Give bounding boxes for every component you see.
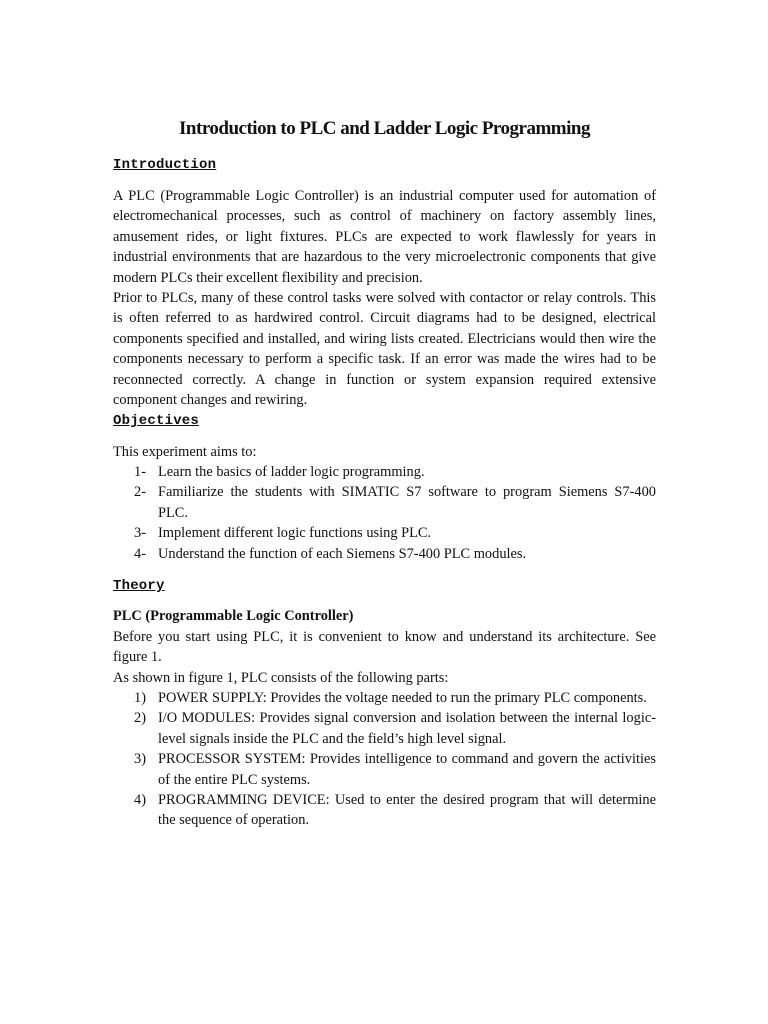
section-heading-theory: Theory <box>113 578 165 594</box>
list-item <box>134 544 656 564</box>
introduction-paragraph-2: Prior to PLCs, many of these control tasks were solved with contactor or relay controls. This is often referred to as hardwired control. Circuit diagrams had to be designed, electrical components specified and installed, and wiring lists created. Electricians would then wire the components necessary to perform a specific task. If an error was made the wires had to be reconnected correctly. A change in function or system expansion required extensive component changes and rewiring. <box>113 290 656 409</box>
list-marker: 1) <box>134 690 146 706</box>
list-marker: 4) <box>134 792 146 809</box>
list-item <box>134 708 656 749</box>
list-item <box>134 688 656 708</box>
objectives-list <box>134 462 656 564</box>
list-item-text: Implement different logic functions using PLC. <box>158 525 432 542</box>
list-item <box>134 749 656 790</box>
section-heading-objectives: Objectives <box>113 413 200 429</box>
plc-parts-list <box>134 688 656 831</box>
list-marker: 2) <box>134 710 146 727</box>
list-item-text: I/O MODULES: Provides signal conversion and isolation between the internal logic-level signals inside the PLC and the field’s high level signal. <box>158 710 656 747</box>
list-item <box>134 482 656 523</box>
list-marker: 1- <box>134 464 146 480</box>
introduction-paragraph-1: A PLC (Programmable Logic Controller) is an industrial computer used for automation of electromechanical processes, such as control of machinery on factory assembly lines, amusement rides, or light fixtures. PLCs are expected to work flawlessly for years in industrial environments that are hazardous to the very microelectronic components that give modern PLCs their excellent flexibility and precision. <box>113 188 656 286</box>
list-item <box>134 790 656 831</box>
list-item-text: Familiarize the students with SIMATIC S7 software to program Siemens S7-400 PLC. <box>158 484 656 521</box>
theory-subheading: PLC (Programmable Logic Controller) <box>113 608 354 624</box>
theory-paragraph-2: As shown in figure 1, PLC consists of the following parts: <box>113 670 449 686</box>
section-heading-introduction: Introduction <box>113 157 217 173</box>
list-marker: 3- <box>134 525 146 542</box>
list-item-text: Learn the basics of ladder logic programming. <box>158 464 425 480</box>
list-item-text: PROCESSOR SYSTEM: Provides intelligence to command and govern the activities of the entire PLC systems. <box>158 751 656 788</box>
document-title: Introduction to PLC and Ladder Logic Programming <box>179 118 590 139</box>
list-item-text: POWER SUPPLY: Provides the voltage needed to run the primary PLC components. <box>158 690 647 706</box>
list-item-text: PROGRAMMING DEVICE: Used to enter the desired program that will determine the sequence of operation. <box>158 792 656 829</box>
list-item <box>134 523 656 543</box>
list-marker: 2- <box>134 484 146 501</box>
list-marker: 4- <box>134 545 146 562</box>
theory-paragraph-1: Before you start using PLC, it is convenient to know and understand its architecture. See figure 1. <box>113 629 656 666</box>
objectives-intro: This experiment aims to: <box>113 444 257 460</box>
list-marker: 3) <box>134 751 146 768</box>
list-item-text: Understand the function of each Siemens S7-400 PLC modules. <box>158 545 527 562</box>
list-item <box>134 462 656 482</box>
